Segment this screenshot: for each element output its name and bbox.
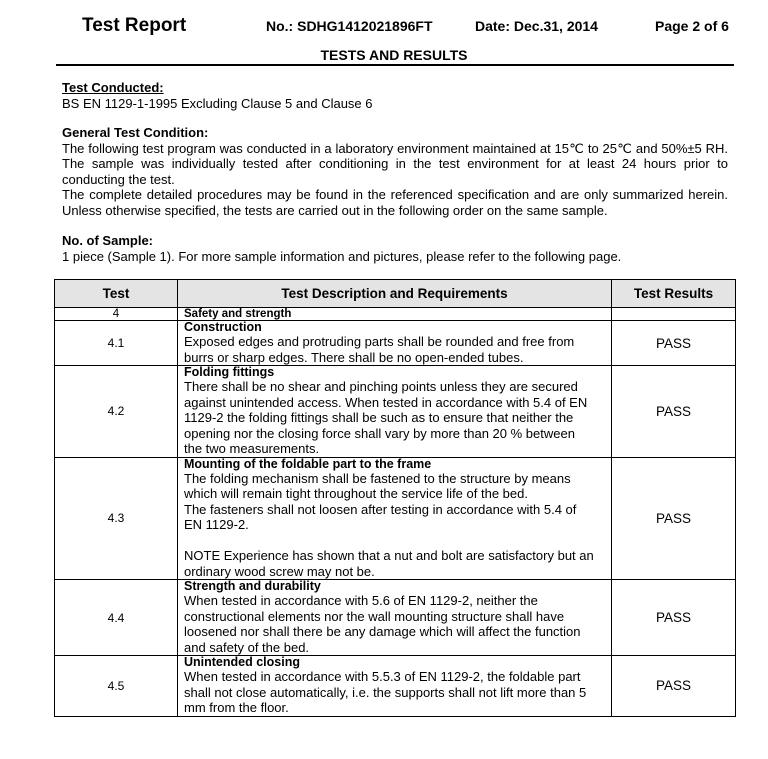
- test-result: PASS: [612, 366, 736, 458]
- general-condition-para-1: The following test program was conducted in a laboratory environment maintained at 15℃ to 25℃ and 50%±5 RH. The sample was individually tested after conditioning in the test environment for at least 24 hours prior to conducting the test.: [62, 140, 728, 187]
- requirement-line: Exposed edges and protruding parts shall be rounded and free from: [184, 334, 575, 349]
- section-heading: TESTS AND RESULTS: [320, 47, 468, 63]
- requirement-line: The folding mechanism shall be fastened to the structure by means: [184, 470, 571, 486]
- test-requirements: [184, 593, 605, 655]
- table-header-row: [55, 280, 736, 308]
- requirement-line: burrs or sharp edges. There shall be no open-ended tubes.: [184, 349, 524, 365]
- column-header-test: Test: [55, 280, 178, 308]
- requirement-line: shall not close automatically, i.e. the supports shall not lift more than 5: [184, 684, 587, 700]
- report-title: Test Report: [82, 15, 187, 36]
- column-header-description: Test Description and Requirements: [178, 280, 612, 308]
- table-section-row: [55, 308, 736, 321]
- test-title: Mounting of the foldable part to the frame: [184, 456, 432, 471]
- table-row: [55, 656, 736, 717]
- requirement-line: When tested in accordance with 5.6 of EN 1129-2, neither the: [184, 593, 538, 608]
- header-divider: [56, 64, 734, 66]
- general-condition-para-2: The complete detailed procedures may be found in the referenced specification and are only summarized herein. Unless otherwise specified, the tests are carried out in the following order on the same sample.: [62, 187, 728, 218]
- test-number: 4.1: [55, 321, 178, 366]
- test-conducted-section: [62, 80, 728, 111]
- test-conducted-title: Test Conducted:: [62, 80, 164, 95]
- page-number: Page 2 of 6: [655, 18, 729, 34]
- column-header-results: Test Results: [612, 280, 736, 308]
- test-result: PASS: [612, 580, 736, 656]
- requirement-line: and safety of the bed.: [184, 639, 310, 655]
- test-number: 4.4: [55, 580, 178, 656]
- general-condition-title: General Test Condition:: [62, 125, 209, 140]
- requirement-line: There shall be no shear and pinching points unless they are secured: [184, 379, 578, 394]
- requirement-line: When tested in accordance with 5.5.3 of EN 1129-2, the foldable part: [184, 669, 581, 684]
- requirement-line: the two measurements.: [184, 441, 320, 456]
- section-title: Safety and strength: [178, 308, 612, 321]
- test-title: Construction: [184, 320, 262, 334]
- samples-title: No. of Sample:: [62, 233, 154, 248]
- test-description: [178, 656, 612, 717]
- test-result: PASS: [612, 656, 736, 717]
- test-number: 4.2: [55, 366, 178, 458]
- test-requirements: [184, 334, 605, 365]
- requirement-line: The fasteners shall not loosen after testing in accordance with 5.4 of: [184, 501, 577, 517]
- report-number: No.: SDHG1412021896FT: [266, 18, 433, 34]
- samples-text: 1 piece (Sample 1). For more sample information and pictures, please refer to the following page.: [62, 248, 622, 264]
- table-row: [55, 580, 736, 656]
- report-date: Date: Dec.31, 2014: [475, 18, 598, 34]
- test-number: 4.5: [55, 656, 178, 717]
- test-number: 4.3: [55, 457, 178, 580]
- requirement-line: ordinary wood screw may not be.: [184, 563, 375, 579]
- requirement-line: NOTE Experience has shown that a nut and bolt are satisfactory but an: [184, 548, 594, 563]
- test-title: Unintended closing: [184, 655, 300, 669]
- samples-section: [62, 233, 728, 264]
- section-result-cell: [612, 308, 736, 321]
- table-row: [55, 366, 736, 458]
- table-row: [55, 321, 736, 366]
- test-description: [178, 580, 612, 656]
- test-conducted-text: BS EN 1129-1-1995 Excluding Clause 5 and Clause 6: [62, 95, 373, 111]
- table-row: [55, 457, 736, 580]
- test-requirements: [184, 379, 605, 457]
- requirement-line: [184, 533, 605, 549]
- results-table: [54, 279, 736, 717]
- test-description: [178, 321, 612, 366]
- requirement-line: opening nor the closing force shall vary by more than 20 % between: [184, 425, 575, 441]
- requirement-line: against unintended access. When tested in accordance with 5.4 of EN: [184, 394, 588, 410]
- test-requirements: [184, 669, 605, 716]
- section-number: 4: [55, 308, 178, 321]
- test-description: [178, 457, 612, 580]
- requirement-line: mm from the floor.: [184, 700, 289, 715]
- requirement-line: constructional elements nor the wall mounting structure shall have: [184, 608, 565, 624]
- test-result: PASS: [612, 321, 736, 366]
- general-condition-section: [62, 125, 728, 218]
- test-description: [178, 366, 612, 458]
- test-requirements: [184, 471, 605, 580]
- requirement-line: EN 1129-2.: [184, 517, 249, 532]
- test-title: Strength and durability: [184, 579, 321, 593]
- test-result: PASS: [612, 457, 736, 580]
- requirement-line: loosened nor shall there be any damage which will affect the function: [184, 624, 581, 639]
- requirement-line: which will remain tight throughout the service life of the bed.: [184, 486, 528, 501]
- test-title: Folding fittings: [184, 365, 275, 379]
- requirement-line: 1129-2 the folding fittings shall be such as to ensure that neither the: [184, 410, 574, 425]
